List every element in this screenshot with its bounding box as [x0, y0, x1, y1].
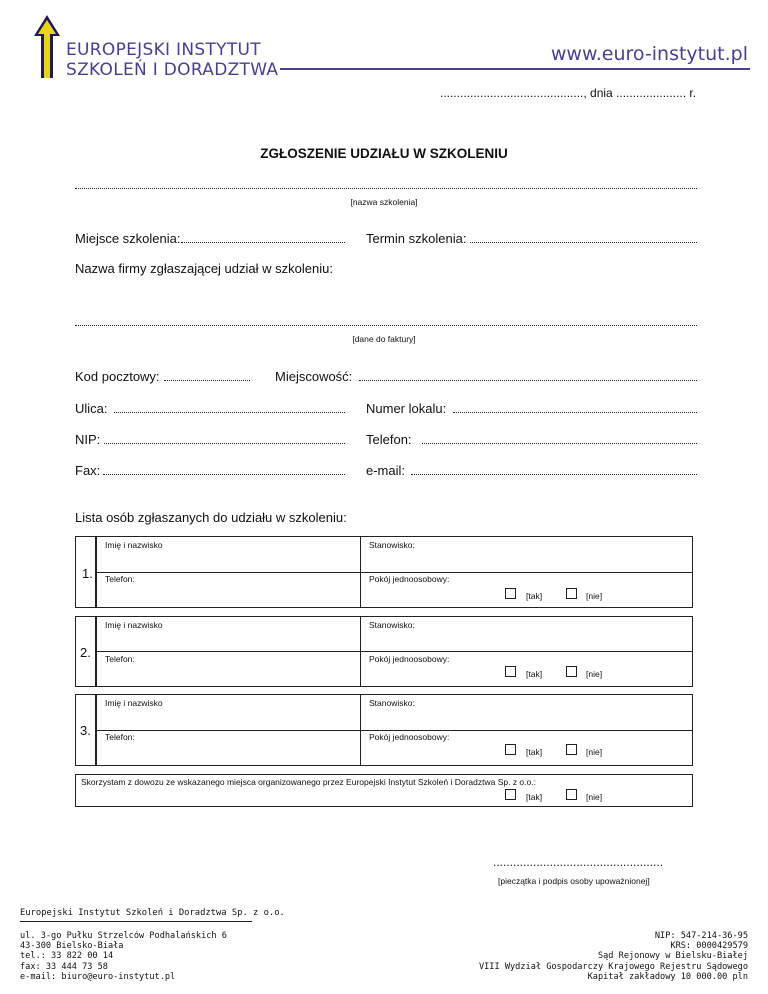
phone-label: Telefon: — [105, 732, 135, 742]
footer-capital-line: Kapitał zakładowy 10 000.00 pln — [587, 971, 748, 982]
room-yes-label: [tak] — [526, 747, 543, 757]
footer-email-link[interactable]: e-mail: biuro@euro-instytut.pl — [20, 971, 176, 982]
footer-address — [20, 931, 227, 982]
training-name-caption: [nazwa szkolenia] — [350, 197, 418, 207]
room-no-label: [nie] — [586, 747, 603, 757]
fax-field[interactable] — [103, 474, 345, 475]
email-field[interactable] — [411, 474, 697, 475]
room-yes-checkbox[interactable] — [505, 666, 516, 677]
persons-list-label: Lista osób zgłaszanych do udziału w szkoleniu: — [75, 510, 347, 525]
position-label: Stanowisko: — [369, 620, 415, 630]
street-label: Ulica: — [75, 401, 108, 416]
position-label: Stanowisko: — [369, 698, 415, 708]
training-name-field[interactable] — [75, 188, 697, 189]
room-no-checkbox[interactable] — [566, 744, 577, 755]
footer-nip-line: NIP: 547-214-36-95 — [654, 931, 748, 941]
person-number: 3. — [80, 723, 91, 738]
transport-yes-label: [tak] — [526, 792, 543, 802]
unit-label: Numer lokalu: — [366, 401, 447, 416]
header-divider — [280, 68, 750, 70]
footer-phone-line: tel.: 33 822 00 14 — [20, 951, 114, 962]
footer-city-line: 43-300 Bielsko-Biała — [20, 941, 124, 952]
room-label: Pokój jednoosobowy: — [369, 574, 450, 584]
footer-address-line: ul. 3-go Pułku Strzelców Podhalańskich 6 — [20, 931, 227, 941]
room-label: Pokój jednoosobowy: — [369, 654, 450, 664]
room-yes-checkbox[interactable] — [505, 744, 516, 755]
person-number: 1. — [82, 566, 93, 581]
website-link[interactable]: www.euro-instytut.pl — [550, 43, 748, 65]
phone-label: Telefon: — [366, 432, 412, 447]
room-no-checkbox[interactable] — [566, 666, 577, 677]
name-label: Imię i nazwisko — [105, 540, 163, 550]
fax-label: Fax: — [75, 463, 101, 478]
term-field[interactable] — [470, 242, 697, 243]
transport-no-label: [nie] — [586, 792, 603, 802]
email-label: e-mail: — [366, 463, 406, 478]
position-label: Stanowisko: — [369, 540, 415, 550]
street-field[interactable] — [114, 412, 345, 413]
signature-field[interactable]: ................................................... — [493, 855, 664, 869]
place-field[interactable] — [181, 242, 345, 243]
nip-label: NIP: — [75, 432, 101, 447]
logo-line1: EUROPEJSKI INSTYTUT — [66, 40, 261, 60]
footer-krs-line: KRS: 0000429579 — [670, 941, 748, 952]
name-label: Imię i nazwisko — [105, 620, 163, 630]
signature-caption: [pieczątka i podpis osoby upoważnionej] — [498, 876, 650, 886]
logo — [32, 14, 282, 80]
footer-legal — [479, 931, 748, 982]
person-number: 2. — [80, 645, 91, 660]
city-label: Miejscowość: — [275, 369, 353, 384]
postal-label: Kod pocztowy: — [75, 369, 160, 384]
company-label: Nazwa firmy zgłaszającej udział w szkoleniu: — [75, 261, 333, 276]
room-no-checkbox[interactable] — [566, 588, 577, 599]
transport-no-checkbox[interactable] — [566, 789, 577, 800]
phone-field[interactable] — [422, 443, 697, 444]
company-field[interactable] — [75, 325, 697, 326]
postal-field[interactable] — [164, 380, 250, 381]
footer-register-line: VIII Wydział Gospodarczy Krajowego Rejestru Sądowego — [478, 961, 748, 972]
person-phone-cell[interactable] — [96, 730, 361, 766]
person-phone-cell[interactable] — [96, 572, 361, 608]
transport-yes-checkbox[interactable] — [505, 789, 516, 800]
person-phone-cell[interactable] — [96, 651, 361, 687]
footer-court-line: Sąd Rejonowy w Bielsku-Białej — [597, 951, 748, 962]
footer-divider — [20, 921, 252, 922]
room-no-label: [nie] — [586, 591, 603, 601]
phone-label: Telefon: — [105, 574, 135, 584]
room-yes-label: [tak] — [526, 591, 543, 601]
room-no-label: [nie] — [586, 669, 603, 679]
page-title: ZGŁOSZENIE UDZIAŁU W SZKOLENIU — [260, 146, 508, 161]
name-label: Imię i nazwisko — [105, 698, 163, 708]
nip-field[interactable] — [104, 443, 345, 444]
logo-arrow-icon — [32, 14, 62, 80]
unit-field[interactable] — [453, 412, 697, 413]
room-yes-label: [tak] — [526, 669, 543, 679]
phone-label: Telefon: — [105, 654, 135, 664]
city-field[interactable] — [359, 380, 697, 381]
invoice-caption: [dane do faktury] — [352, 334, 416, 344]
room-label: Pokój jednoosobowy: — [369, 732, 450, 742]
transport-text: Skorzystam z dowozu ze wskazanego miejsca organizowanego przez Europejski Instytut Szkoleń i Doradztwa Sp. z o.o.: — [81, 777, 536, 787]
logo-line2: SZKOLEŃ I DORADZTWA — [66, 60, 279, 80]
room-yes-checkbox[interactable] — [505, 588, 516, 599]
term-label: Termin szkolenia: — [366, 231, 467, 246]
footer-company: Europejski Instytut Szkoleń i Doradztwa Sp. z o.o. — [20, 908, 285, 918]
date-line: ..........................................., dnia ..................... r. — [440, 86, 697, 100]
footer-fax-line: fax: 33 444 73 58 — [20, 961, 108, 972]
place-label: Miejsce szkolenia: — [75, 231, 181, 246]
